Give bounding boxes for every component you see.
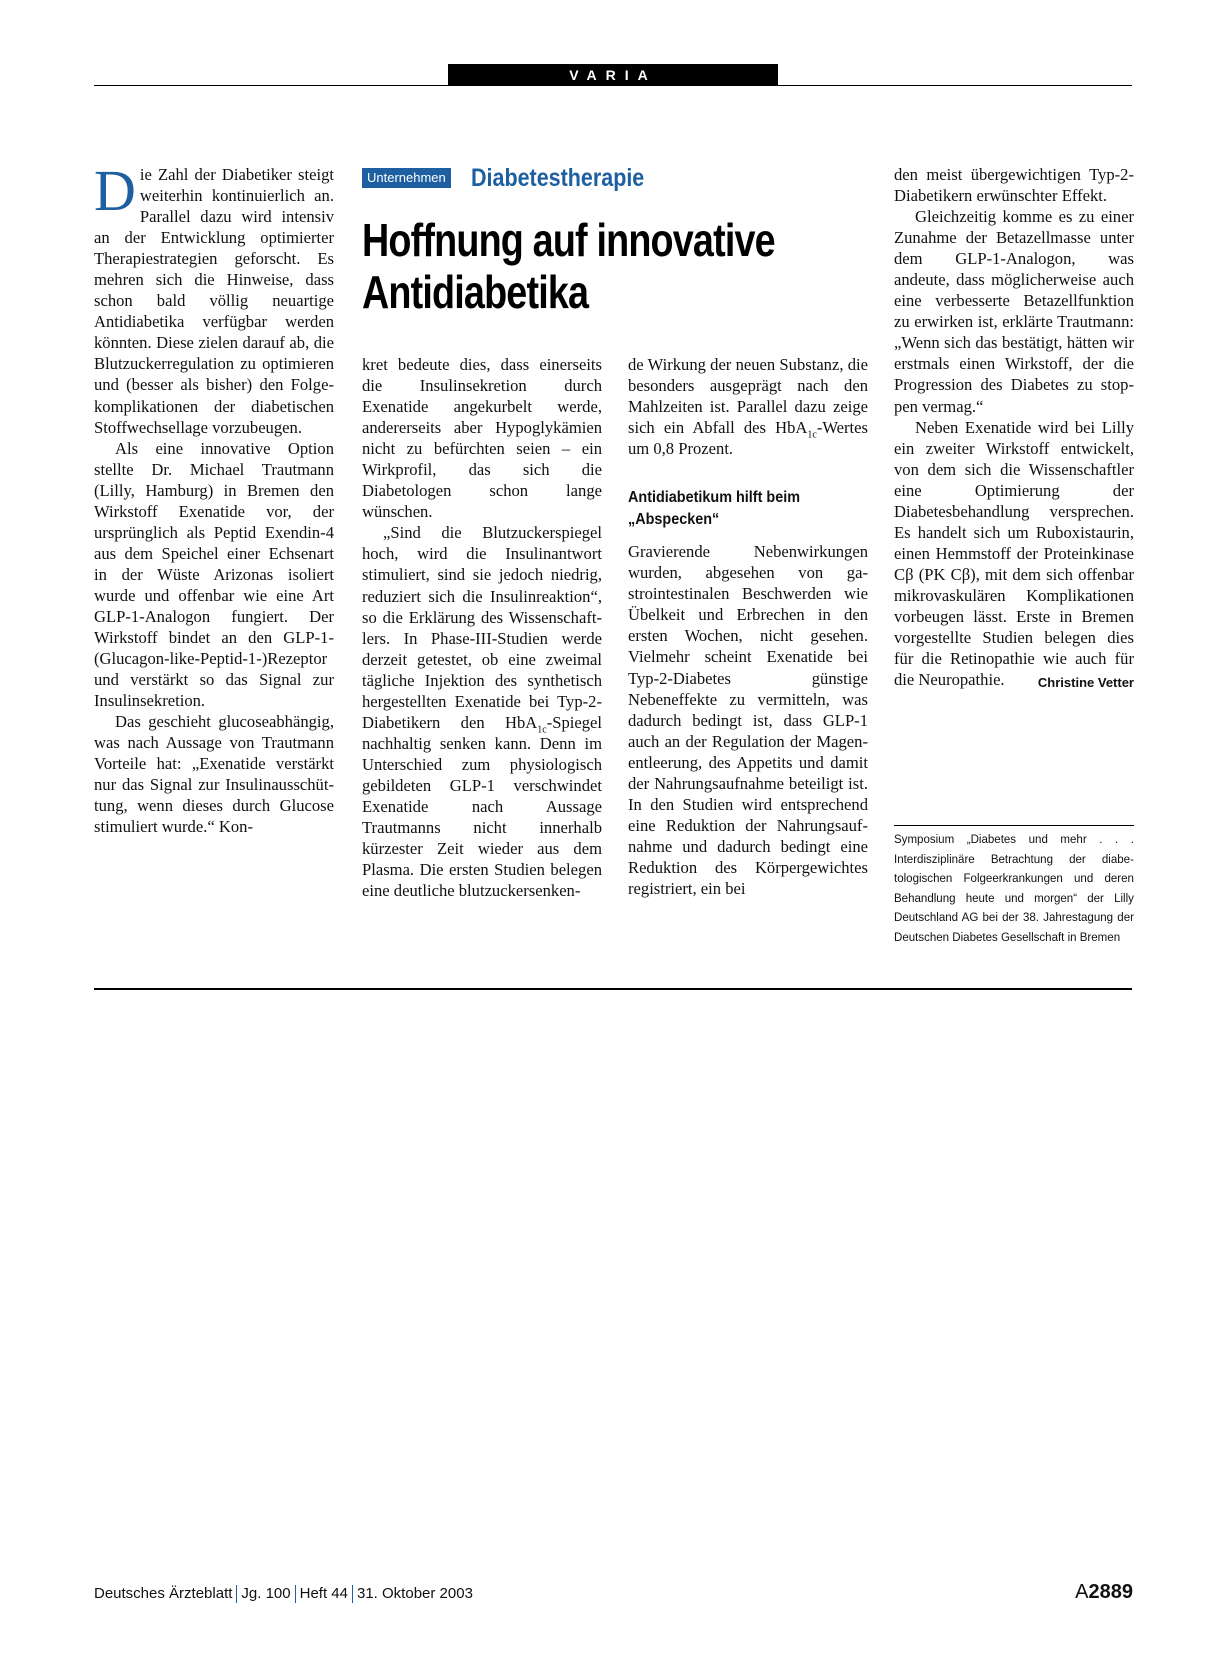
page-prefix: A xyxy=(1075,1581,1089,1603)
subscript: 1c xyxy=(807,429,817,441)
paragraph: Gravierende Nebenwirkungen wurden, abgesehen von gastrointestinalen Beschwerden wie Übelkeit und Erbrechen in den ersten Wochen, nicht gesehen. Vielmehr scheint Exenatide bei Typ-2-Diabetes günstige Nebeneffekte zu vermitteln, was dadurch bedingt ist, dass GLP-1 auch an der Regulation der Magenentleerung, des Appetits und damit der Nahrungsaufnahme beteiligt ist. In den Studien wird entsprechend eine Reduktion der Nahrungsaufnahme und dadurch bedingt eine Reduktion des Körpergewichtes registriert, ein bei xyxy=(628,542,868,898)
paragraph: den meist übergewichtigen Typ-2-Diabetikern erwünschter Effekt. xyxy=(894,165,1134,206)
text-run: de Wirkung der neuen Substanz, die besonders ausgeprägt nach den Mahlzeiten ist. Parallel dazu zeige sich ein Abfall des HbA xyxy=(628,355,868,438)
column-1 xyxy=(94,158,334,838)
date: 31. Oktober 2003 xyxy=(357,1585,473,1602)
separator xyxy=(352,1585,353,1603)
headline-line-2: Antidiabetika xyxy=(362,266,589,318)
headline-line-1: Hoffnung auf innovative xyxy=(362,214,775,266)
footer-citation xyxy=(94,1584,473,1604)
section-header: VARIA xyxy=(448,64,778,86)
intro-paragraph xyxy=(94,158,334,438)
paragraph: Gleichzeitig komme es zu einer Zunahme der Betazellmasse unter dem GLP-1-Analogon, was andeute, dass möglicherweise auch eine verbesserte Betazellfunktion zu erwirken ist, erklärte Trautmann: „Wenn sich das bestätigt, hätten wir erstmals einen Wirkstoff, der die Progression des Diabetes zu stoppen vermag.“ xyxy=(894,207,1134,416)
article-kicker xyxy=(362,164,672,192)
author-name: Christine Vetter xyxy=(1037,675,1134,691)
separator xyxy=(236,1585,237,1603)
separator xyxy=(295,1585,296,1603)
volume: Jg. 100 xyxy=(241,1585,291,1602)
paragraph: Das geschieht glucoseabhängig, was nach Aussage von Trautmann Vorteile hat: „Exenatide verstärkt nur das Signal zur Insulinausschüttung, wenn dieses durch Glucose stimuliert wurde.“ Kon- xyxy=(94,712,334,837)
journal-name: Deutsches Ärzteblatt xyxy=(94,1585,233,1602)
paragraph: kret bedeute dies, dass einerseits die Insulinsekretion durch Exenatide angekurbelt werde, andererseits aber Hypoglykämien nicht zu befürchten seien – ein Wirkprofil, das sich die Diabetologen schon lange wünschen. xyxy=(362,355,602,522)
rubric-badge: Unternehmen xyxy=(362,168,451,188)
text-run: -Wertes um 0,8 Prozent. xyxy=(628,418,868,459)
top-rule xyxy=(94,85,1132,86)
page-number xyxy=(1075,1580,1133,1604)
column-4 xyxy=(894,164,1134,693)
paragraph xyxy=(894,417,1134,691)
paragraph: Als eine innovative Option stellte Dr. Michael Trautmann (Lilly, Hamburg) in Bremen den Wirkstoff Exenatide vor, der ursprünglich als Peptid Exendin-4 aus dem Speichel einer Echsenart in der Wüste Arizonas isoliert wurde und offenbar wie eine Art GLP-1-Analogon fungiert. Der Wirkstoff bindet an den GLP-1-(Glucagon-like-Peptid-1-)Rezeptor und verstärkt so das Signal zur Insulinsekretion. xyxy=(94,438,334,711)
column-2 xyxy=(362,354,602,901)
subheading-line-1: Antidiabetikum hilft beim xyxy=(628,489,801,507)
topic-label: Diabetestherapie xyxy=(470,164,645,192)
symposium-note xyxy=(894,825,1134,948)
paragraph xyxy=(628,354,868,459)
article-headline xyxy=(362,214,821,318)
subheading xyxy=(628,487,862,531)
column-3 xyxy=(628,354,868,899)
drop-cap: D xyxy=(94,158,136,223)
intro-text: ie Zahl der Diabetiker steigt weiterhin kontinuierlich an. Parallel dazu wird intensiv an der Entwicklung optimierter Therapiestrategien geforscht. Es mehren sich die Hinweise, dass schon bald völlig neuartige Antidiabetika verfügbar werden könnten. Diese zielen darauf ab, die Blutzuckerregulation zu optimieren und (besser als bisher) den Folgekomplikationen der diabetischen Stoffwechsellage vorzubeugen. xyxy=(94,165,334,437)
text-run: -Spiegel nachhaltig senken kann. Denn im Unterschied zum physiologisch gebildeten GLP-1 verschwindet Exenatide nach Aussage Trautmanns nicht innerhalb kürzester Zeit wieder aus dem Plasma. Die ersten Studien belegen eine deutliche blutzuckersenken- xyxy=(362,712,602,901)
bottom-rule xyxy=(94,988,1132,990)
text-run: Neben Exenatide wird bei Lilly ein zweiter Wirkstoff entwickelt, von dem sich die Wissenschaftler eine Optimierung der Diabetesbehandlung versprechen. Es handelt sich um Ruboxistaurin, einen Hemmstoff der Proteinkinase Cβ (PK Cβ), mit dem sich offenbar mikrovaskulären Komplikationen vorbeugen lässt. Erste in Bremen vorgestellte Studien belegen dies für die Retinopathie wie auch für die Neuropathie. xyxy=(894,417,1134,690)
subscript: 1c xyxy=(537,724,547,736)
page-number-value: 2889 xyxy=(1088,1581,1133,1603)
issue: Heft 44 xyxy=(299,1585,348,1602)
text-run: „Sind die Blutzuckerspiegel hoch, wird die Insulinantwort stimuliert, sind sie jedoch niedrig, reduziert sich die Insulinreaktion“, so die Erklärung des Wissenschaftlers. In Phase-III-Studien werde derzeit getestet, ob eine zweimal tägliche Injektion des synthetisch hergestellten Exenatide bei Typ-2-Diabetikern den HbA xyxy=(362,523,602,732)
note-text: Symposium „Diabetes und mehr . . . Interdisziplinäre Betrachtung der diabetologischen Folgeerkrankungen und deren Behandlung heute und morgen“ der Lilly Deutschland AG bei der 38. Jahrestagung der Deutschen Diabetes Gesellschaft in Bremen xyxy=(894,832,1134,944)
paragraph xyxy=(362,522,602,901)
subheading-line-2: „Abspecken“ xyxy=(628,511,720,529)
